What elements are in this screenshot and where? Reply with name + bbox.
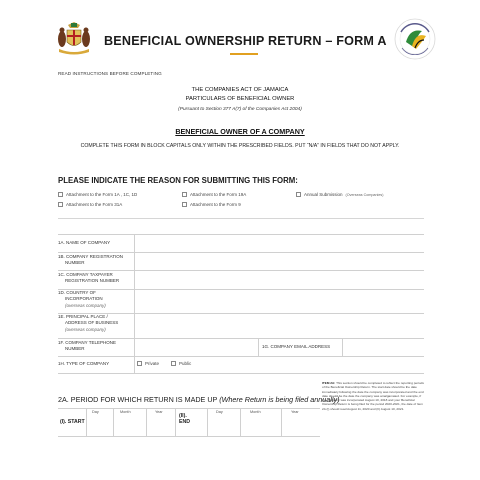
period-rule — [58, 436, 320, 437]
field-label-registration-number — [58, 254, 123, 267]
email-input[interactable] — [343, 339, 424, 355]
period-column-rule — [175, 408, 176, 436]
section-divider — [58, 218, 424, 219]
field-label-country — [58, 290, 106, 309]
reason-option-form-9[interactable] — [182, 202, 241, 207]
registration-number-input[interactable] — [136, 253, 424, 269]
period-note — [322, 381, 426, 411]
title-accent-rule — [230, 53, 258, 55]
note-label: ITEM 2A: — [322, 381, 336, 385]
label-line: 1F. COMPANY TELEPHONE — [58, 340, 117, 345]
checkbox[interactable] — [182, 192, 187, 197]
read-instructions-note: READ INSTRUCTIONS BEFORE COMPLETING — [58, 71, 162, 76]
reason-option-label: Annual Submission — [304, 192, 343, 197]
label-line: NUMBER — [65, 346, 85, 352]
completion-instruction: COMPLETE THIS FORM IN BLOCK CAPITALS ONLY WITHIN THE PRESCRIBED FIELDS. PUT “N/A” IN FIELDS THAT DO NOT APPLY. — [80, 143, 400, 149]
checkbox[interactable] — [171, 361, 176, 366]
field-label-email: 1G. COMPANY EMAIL ADDRESS — [262, 344, 331, 349]
act-subtitle: PARTICULARS OF BENEFICIAL OWNER — [185, 96, 295, 102]
end-day-label: Day — [216, 410, 223, 414]
telephone-input[interactable] — [136, 339, 257, 355]
label-line: END — [179, 419, 190, 425]
table-rule — [58, 373, 424, 374]
label-line: 1C. COMPANY TAXPAYER — [58, 272, 113, 277]
principal-place-input[interactable] — [136, 314, 424, 337]
table-column-rule — [134, 234, 135, 373]
reason-option-note: (Overseas Companies) — [345, 192, 384, 197]
section-heading: BENEFICIAL OWNER OF A COMPANY — [175, 127, 305, 136]
reason-option-form-19a[interactable] — [182, 192, 246, 197]
reason-option-label: Attachment to the Form 19A — [190, 192, 247, 197]
companies-office-logo-icon — [394, 18, 436, 60]
company-type-private[interactable] — [137, 361, 159, 366]
reason-option-form-31a[interactable] — [58, 202, 122, 207]
act-citation: (Pursuant to Section 377 A(7) of the Companies Act 2004) — [178, 107, 302, 112]
reason-option-annual[interactable] — [296, 192, 383, 197]
end-date-input[interactable] — [208, 415, 319, 435]
period-heading — [58, 395, 339, 404]
label-line: REGISTRATION NUMBER — [65, 278, 120, 284]
label-line: 1D. COUNTRY OF — [58, 290, 96, 295]
reason-option-label: Attachment to the Form 31A — [66, 202, 123, 207]
checkbox[interactable] — [296, 192, 301, 197]
note-text: This section should be completed to reflect the reporting periods of the Beneficial Ownership Return. The start date should be the date immediately following the date the company was incorporated and the end date should be the date the company was amalgamated. For example, if the company was incorporated August 10, 2018 and your Beneficial Ownership Return is being filed for the period 2020-2021, the date of Item 2A (I) should read August 11, 2020 and (II) August 10, 2021. — [322, 381, 424, 411]
field-label-company-name — [58, 240, 110, 246]
company-name-input[interactable] — [136, 235, 424, 251]
label-line: INCORPORATION — [65, 296, 103, 302]
label-note: (overseas company) — [65, 302, 106, 308]
checkbox[interactable] — [58, 192, 63, 197]
company-type-label: Public — [179, 361, 192, 366]
label-line: (II). — [179, 413, 187, 419]
country-input[interactable] — [136, 290, 424, 312]
field-label-taxpayer-number — [58, 272, 119, 285]
coat-of-arms-icon — [56, 22, 92, 56]
period-heading-note: (Where Return is being filed annually) — [219, 395, 340, 404]
taxpayer-number-input[interactable] — [136, 271, 424, 288]
end-month-label: Month — [250, 410, 261, 414]
label-line: 1B. COMPANY REGISTRATION — [58, 254, 124, 259]
start-month-label: Month — [120, 410, 131, 414]
checkbox[interactable] — [58, 202, 63, 207]
field-label-principal-place — [58, 314, 118, 333]
start-date-input[interactable] — [87, 415, 174, 435]
start-year-label: Year — [155, 410, 163, 414]
label-note: (overseas company) — [65, 326, 106, 332]
reason-option-label: Attachment to the Form 9 — [190, 202, 241, 207]
label-line: ADDRESS OF BUSINESS — [65, 320, 119, 326]
label-line — [58, 327, 118, 333]
label-line — [58, 303, 106, 309]
field-label-company-type: 1H. TYPE OF COMPANY — [58, 361, 110, 366]
checkbox[interactable] — [182, 202, 187, 207]
form-title: BENEFICIAL OWNERSHIP RETURN – FORM A — [104, 34, 387, 48]
field-label-telephone — [58, 340, 116, 353]
end-year-label: Year — [291, 410, 299, 414]
label-line: 1E. PRINCIPAL PLACE / — [58, 314, 108, 319]
company-type-public[interactable] — [171, 361, 191, 366]
period-heading-text: 2A. PERIOD FOR WHICH RETURN IS MADE UP — [58, 395, 218, 404]
reason-option-form-1a[interactable] — [58, 192, 137, 197]
label-line: NUMBER — [65, 260, 85, 266]
period-start-label: (I). START — [60, 419, 85, 425]
company-type-label: Private — [145, 361, 160, 366]
reason-heading: PLEASE INDICATE THE REASON FOR SUBMITTING THIS FORM: — [58, 176, 298, 185]
label-line: 1A. NAME OF COMPANY — [58, 240, 111, 245]
checkbox[interactable] — [137, 361, 142, 366]
period-end-label — [179, 413, 190, 425]
act-title: THE COMPANIES ACT OF JAMAICA — [191, 87, 289, 93]
start-day-label: Day — [92, 410, 99, 414]
table-rule — [58, 356, 424, 357]
table-column-rule — [258, 338, 259, 356]
reason-option-label: Attachment to the Form 1A , 1C, 1D — [66, 192, 138, 197]
